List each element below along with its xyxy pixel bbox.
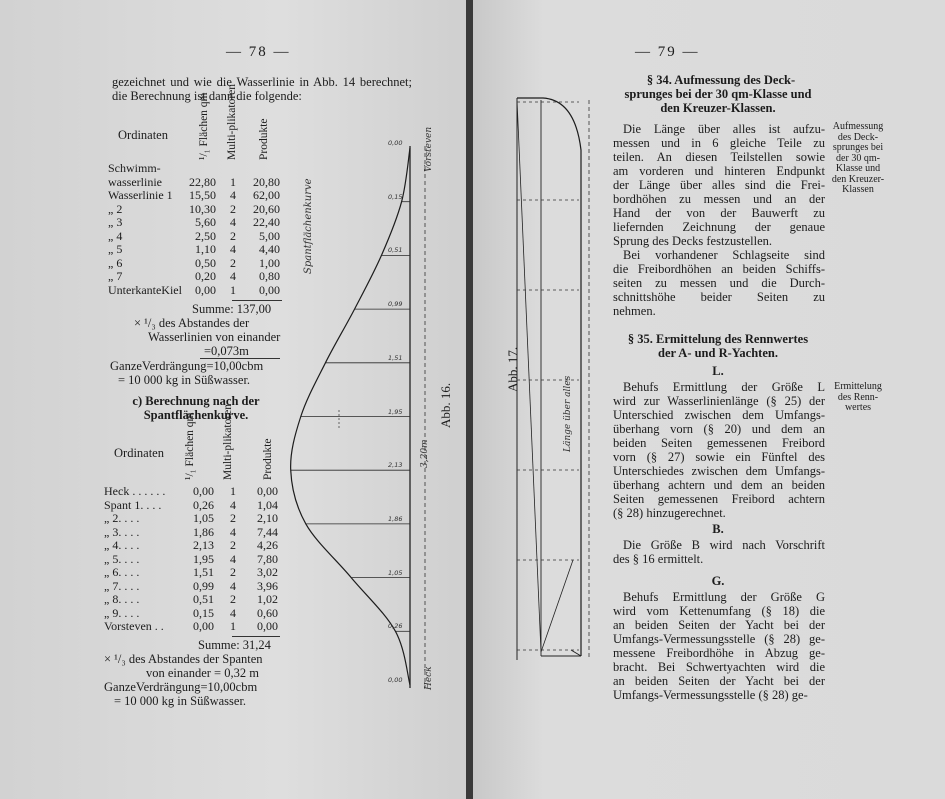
- Lbody-line: Unterschiedes zwischen dem Umfangs-: [613, 464, 825, 478]
- table2-cell-prod: 0,60: [257, 605, 278, 620]
- table1-col-multi: Multi-plikatoren: [226, 83, 238, 160]
- table1-cell-prod: 20,60: [253, 201, 280, 216]
- table1-cell-prod: 22,40: [253, 215, 280, 229]
- s34body-line: die Freibordhöhen an beiden Schiffs-: [613, 262, 825, 276]
- figure16-caption: Abb. 16.: [438, 382, 453, 428]
- table1-cell-mult: 4: [230, 242, 236, 256]
- table2-cell-label: Vorsteven . .: [104, 619, 164, 633]
- table2-cell-area: 2,13: [193, 538, 214, 552]
- s34-title-1: § 34. Aufmessung des Deck-: [646, 73, 796, 87]
- table1-cell-mult: 4: [230, 215, 236, 229]
- displacement-table-frames: [104, 485, 282, 634]
- table2-cell-label: „ 6. . . .: [104, 565, 140, 579]
- Gbody-line: bracht. Bei Schwertyachten wird die: [613, 660, 825, 674]
- Gbody-line: Umfangs-Vermessungsstelle (§ 28) ge-: [613, 688, 808, 702]
- table1-cell-label: wasserlinie: [108, 174, 162, 189]
- table2-cell-label: „ 2. . . .: [104, 511, 140, 525]
- table-row: [104, 580, 282, 594]
- table2-col-multi: Multi-plikatoren: [222, 403, 234, 480]
- table-row: [108, 257, 284, 271]
- table2-cell-area: 1,51: [193, 565, 214, 579]
- table-row: [104, 539, 282, 553]
- figure16-tick-label: 1,95: [388, 407, 403, 416]
- table-row: [104, 607, 282, 621]
- Lbody-line: beiden Seiten gemessenen Freibord: [613, 436, 825, 450]
- Gbody-line: Umfangs-Vermessungsstelle (§ 28) ge-: [613, 632, 825, 646]
- side1-line: des Deck-: [837, 131, 879, 143]
- side2-line: wertes: [844, 402, 872, 413]
- table1-cell-mult: 2: [230, 255, 236, 270]
- table2-cell-prod: 4,26: [257, 538, 278, 552]
- table2-verdraengung-2: = 10 000 kg in Süßwasser.: [114, 694, 247, 708]
- table1-cell-prod: 4,40: [259, 242, 280, 256]
- table-row: [104, 553, 282, 567]
- side-note-rennwert: [827, 382, 889, 414]
- Lbody-line: vorn (§ 27) sowie ein Fünftel des: [613, 450, 825, 464]
- table1-cell-area: 10,30: [189, 201, 216, 216]
- Gbody-line: Behufs Ermittlung der Größe G: [623, 590, 825, 604]
- Bbody-line: des § 16 ermittelt.: [613, 552, 704, 566]
- table1-note-3: =0,073m: [204, 344, 249, 358]
- table2-cell-area: 0,00: [193, 484, 214, 498]
- Lbody-line: (§ 28) hinzugerechnet.: [613, 506, 726, 520]
- s35-title-1: § 35. Ermittelung des Rennwertes: [627, 332, 809, 346]
- s34body-line: Hand der von der Bauwerft zu: [613, 206, 825, 220]
- table-row: [108, 270, 284, 284]
- table1-col-flaechen: ¹/₁ Flächen qm: [198, 92, 210, 160]
- table1-cell-mult: 2: [230, 201, 236, 216]
- B-body: [613, 538, 825, 566]
- page-number-left: — 78 —: [226, 44, 291, 60]
- table2-cell-label: „ 7. . . .: [104, 578, 140, 593]
- s34body-line: am vorderen und hinteren Endpunkt: [613, 164, 825, 178]
- table2-cell-prod: 2,10: [257, 511, 278, 525]
- table-row: [104, 566, 282, 580]
- table2-sum-rule: [232, 636, 280, 637]
- table2-cell-prod: 7,44: [257, 524, 278, 539]
- table1-cell-mult: 4: [230, 188, 236, 202]
- side1-line: sprunges bei: [832, 142, 884, 153]
- table1-cell-label: „ 4: [108, 228, 123, 243]
- table-row: [104, 593, 282, 607]
- table1-summe: Summe: 137,00: [192, 302, 272, 316]
- Gbody-line: messene Freibordhöhe in Abzug ge-: [613, 646, 825, 660]
- table2-cell-prod: 3,02: [257, 565, 278, 579]
- intro-paragraph: gezeichnet und wie die Wasserlinie in Abb. 14 berechnet; die Berechnung ist dann die folgende:: [112, 75, 412, 103]
- table2-cell-label: „ 5. . . .: [104, 551, 140, 566]
- s35-title-2: der A- und R-Yachten.: [658, 346, 778, 360]
- figure17-handwritten: Länge über alles: [563, 375, 573, 452]
- table1-cell-label: „ 2: [108, 201, 123, 216]
- table2-cell-area: 0,00: [193, 619, 214, 633]
- table1-cell-label: Schwimm-: [108, 161, 161, 175]
- table-row: [108, 162, 284, 176]
- figure16-handwritten-title: Spantflächenkurve: [303, 178, 314, 274]
- L-heading: L.: [712, 364, 724, 378]
- table1-cell-prod: [240, 162, 284, 176]
- table2-verdraengung-1: GanzeVerdrängung=10,00cbm: [104, 680, 258, 694]
- table1-cell-area: 2,50: [195, 228, 216, 243]
- figure16-tick-label: 1,51: [388, 353, 403, 362]
- table2-col-flaechen: ¹/₁ Flächen qm: [184, 412, 196, 480]
- s34-title-3: den Kreuzer-Klassen.: [660, 101, 776, 115]
- side1-line: der 30 qm-: [836, 152, 880, 164]
- figure16-tick-label: 1,86: [388, 514, 403, 523]
- Lbody-line: wird zur Wasserlinienlänge (§ 25) der: [613, 394, 825, 408]
- side-note-aufmessung: [827, 122, 889, 196]
- table1-note-2: Wasserlinien von einander: [148, 330, 281, 344]
- Gbody-line: an beiden Seiten der Yacht bei der: [613, 618, 825, 632]
- L-body: [613, 380, 825, 520]
- table1-cell-mult: 1: [230, 282, 236, 297]
- table1-cell-prod: 0,80: [259, 269, 280, 283]
- s34body-line: Die Länge über alles ist aufzu-: [623, 122, 825, 136]
- Gbody-line: an beiden Seiten der Yacht bei der: [613, 674, 825, 688]
- side1-line: Klassen: [842, 184, 874, 195]
- table2-cell-prod: 0,00: [257, 484, 278, 498]
- table1-cell-prod: 62,00: [253, 188, 280, 202]
- table2-cell-mult: 4: [230, 497, 236, 512]
- table1-cell-area: 22,80: [189, 174, 216, 189]
- table2-col-produkte: Produkte: [262, 438, 274, 480]
- table1-cell-area: 0,50: [195, 255, 216, 270]
- table2-cell-mult: 2: [230, 592, 236, 606]
- s34body-line: bordhöhen zu messen und an der: [613, 192, 825, 206]
- table2-cell-mult: 4: [230, 524, 236, 539]
- side2-line: Ermittelung: [834, 381, 882, 392]
- table2-cell-area: 0,51: [193, 592, 214, 606]
- table2-cell-label: „ 9. . . .: [104, 605, 140, 620]
- Gbody-line: wird vom Kettenumfang (§ 18) die: [613, 604, 825, 618]
- table2-note-1: × ¹/₃ des Abstandes der Spanten: [104, 652, 263, 666]
- side2-line: des Renn-: [837, 391, 879, 403]
- G-heading: G.: [711, 574, 725, 588]
- table2-cell-area: 1,05: [193, 511, 214, 525]
- s34body-line: Sprung des Decks festzustellen.: [613, 234, 772, 248]
- table1-cell-label: „ 3: [108, 215, 123, 229]
- table2-note-2: von einander = 0,32 m: [146, 666, 259, 680]
- side1-line: den Kreuzer-: [831, 173, 885, 185]
- s34body-line: nehmen.: [613, 304, 656, 318]
- figure16-tick-label: 0,51: [388, 246, 403, 255]
- table2-cell-area: 1,86: [193, 524, 214, 539]
- table1-cell-mult: 1: [230, 174, 236, 189]
- table-row: [104, 485, 282, 499]
- table2-cell-prod: 1,04: [257, 497, 278, 512]
- table2-cell-label: Spant 1. . . .: [104, 497, 162, 512]
- figure16-tick-label: 0,15: [388, 192, 403, 201]
- table1-cell-prod: 20,80: [253, 174, 280, 189]
- table2-cell-mult: 4: [230, 605, 236, 620]
- Lbody-line: Unterschied zwischen dem Umfangs-: [613, 408, 825, 422]
- table1-col-ordinaten: Ordinaten: [118, 128, 168, 142]
- table1-verdraengung-1: GanzeVerdrängung=10,00cbm: [110, 359, 264, 373]
- s34body-line: der Länge über alles sind die Frei-: [613, 178, 825, 192]
- table2-cell-label: „ 8. . . .: [104, 592, 140, 606]
- figure16-handwritten-top: Vorsteven: [424, 126, 434, 172]
- table1-cell-prod: 5,00: [259, 228, 280, 243]
- table-row: [104, 526, 282, 540]
- Lbody-line: Behufs Ermittlung der Größe L: [623, 380, 825, 394]
- Bbody-line: Die Größe B wird nach Vorschrift: [623, 538, 825, 552]
- table2-col-ordinaten: Ordinaten: [114, 446, 164, 460]
- table2-cell-prod: 0,00: [257, 619, 278, 633]
- s34body-line: liefernden Zeichnung der genaue: [613, 220, 825, 234]
- table-row: [108, 216, 284, 230]
- table1-cell-label: „ 7: [108, 269, 123, 283]
- table2-cell-area: 1,95: [193, 551, 214, 566]
- table-row: [108, 203, 284, 217]
- table1-cell-area: 0,00: [195, 282, 216, 297]
- table2-cell-mult: 2: [230, 511, 236, 525]
- figure16-tick-label: 0,00: [388, 676, 403, 684]
- B-heading: B.: [712, 522, 724, 536]
- table1-cell-prod: 1,00: [259, 255, 280, 270]
- side1-line: Aufmessung: [832, 121, 884, 132]
- table-row: [104, 620, 282, 634]
- table2-cell-mult: 4: [230, 551, 236, 566]
- table1-cell-label: Wasserlinie 1: [108, 188, 173, 202]
- figure16-handwritten-bottom: Heck: [424, 666, 434, 690]
- table1-cell-label: UnterkanteKiel: [108, 282, 182, 297]
- figure16-handwritten-length: 3,20m: [420, 439, 430, 468]
- table1-cell-mult: 2: [230, 228, 236, 243]
- table1-cell-area: 1,10: [195, 242, 216, 256]
- table-row: [108, 176, 284, 190]
- Lbody-line: überhang achtern und dem an beiden: [613, 478, 825, 492]
- table1-col-produkte: Produkte: [258, 118, 270, 160]
- table-row: [108, 189, 284, 203]
- Lbody-line: Seiten gemessenen Freibord achtern: [613, 492, 825, 506]
- table2-cell-mult: 2: [230, 565, 236, 579]
- figure16-tick-label: 0,99: [388, 300, 403, 309]
- figure17-caption: Abb. 17.: [505, 346, 520, 392]
- deck-sheer-figure: [513, 90, 593, 670]
- figure16-tick-label: 0,26: [388, 622, 403, 631]
- table-row: [108, 230, 284, 244]
- section-c-title-1: c) Berechnung nach der: [132, 394, 260, 408]
- table1-cell-area: 0,20: [195, 269, 216, 283]
- table1-cell-mult: [220, 162, 240, 176]
- Lbody-line: überhang vorn (§ 20) und dem an: [613, 422, 825, 436]
- table1-cell-area: 15,50: [189, 188, 216, 202]
- displacement-table-waterlines: [108, 162, 284, 297]
- table1-sum-rule: [232, 300, 282, 301]
- s34body-line: messen und in 6 gleiche Teile zu: [613, 136, 825, 150]
- s34body-line: Bei vorhandener Schlagseite sind: [623, 248, 825, 262]
- G-body: [613, 590, 825, 702]
- table2-cell-mult: 4: [230, 578, 236, 593]
- side1-line: Klasse und: [835, 163, 881, 174]
- s34-body: [613, 122, 825, 318]
- s34body-line: teilen. An diesen Teilstellen sowie: [613, 150, 825, 164]
- table1-cell-area: 5,60: [195, 215, 216, 229]
- table2-cell-area: 0,26: [193, 497, 214, 512]
- figure16-tick-label: 0,00: [388, 139, 403, 147]
- table2-cell-mult: 1: [230, 484, 236, 498]
- figure16-tick-label: 2,13: [388, 461, 403, 470]
- s34body-line: schnittshöhe beider Seiten zu: [613, 290, 825, 304]
- table1-cell-prod: 0,00: [259, 282, 280, 297]
- table1-cell-area: [182, 162, 220, 176]
- table2-cell-label: „ 3. . . .: [104, 524, 140, 539]
- s34body-line: seiten zu messen und die Durch-: [613, 276, 825, 290]
- table2-cell-mult: 1: [230, 619, 236, 633]
- s34-title-2: sprunges bei der 30 qm-Klasse und: [624, 87, 812, 101]
- table1-note-1: × ¹/₃ des Abstandes der: [134, 316, 250, 330]
- section-c-title-2: Spantflächenkurve.: [143, 408, 249, 422]
- table-row: [108, 284, 284, 298]
- page-number-right: — 79 —: [635, 44, 700, 60]
- table-row: [108, 243, 284, 257]
- table-row: [104, 499, 282, 513]
- right-page: [473, 0, 945, 799]
- table2-cell-area: 0,15: [193, 605, 214, 620]
- table2-cell-label: „ 4. . . .: [104, 538, 140, 552]
- table2-cell-prod: 3,96: [257, 578, 278, 593]
- table2-cell-prod: 7,80: [257, 551, 278, 566]
- table2-cell-label: Heck . . . . . .: [104, 484, 166, 498]
- figure16-tick-label: 1,05: [388, 568, 403, 577]
- table1-cell-label: „ 6: [108, 255, 123, 270]
- table1-cell-label: „ 5: [108, 242, 123, 256]
- left-page: [0, 0, 468, 799]
- table2-cell-area: 0,99: [193, 578, 214, 593]
- table2-cell-prod: 1,02: [257, 592, 278, 606]
- table1-cell-mult: 4: [230, 269, 236, 283]
- table-row: [104, 512, 282, 526]
- table2-cell-mult: 2: [230, 538, 236, 552]
- table2-summe: Summe: 31,24: [198, 638, 271, 652]
- table1-verdraengung-2: = 10 000 kg in Süßwasser.: [118, 373, 251, 387]
